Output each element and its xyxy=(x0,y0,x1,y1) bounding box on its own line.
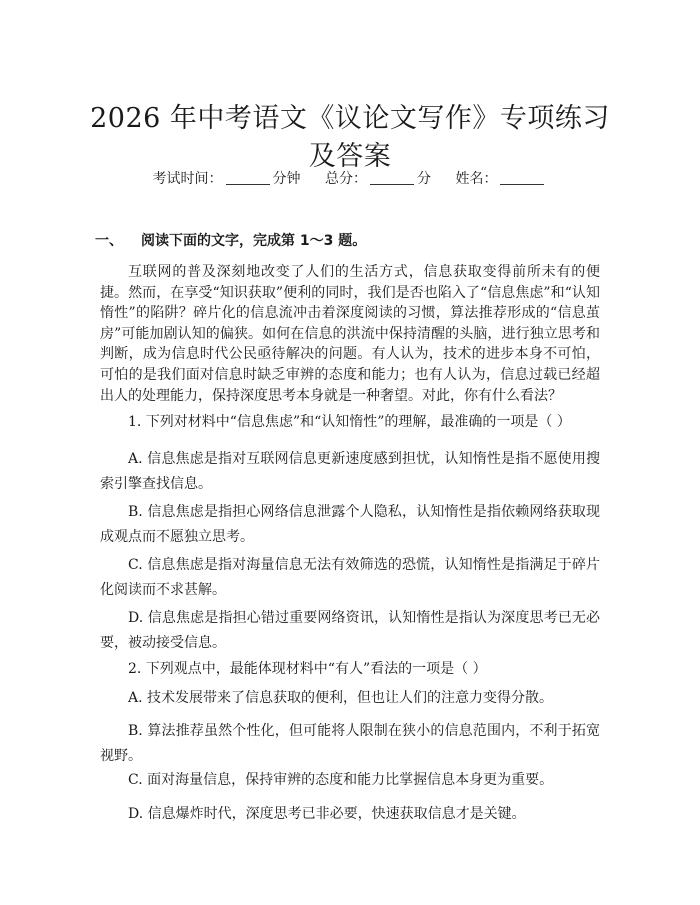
score-unit: 分 xyxy=(417,171,431,187)
score-label: 总分： xyxy=(325,171,367,187)
question-2-option-b: B. 算法推荐虽然个性化，但可能将人限制在狭小的信息范围内，不利于拓宽视野。 xyxy=(100,723,600,764)
question-1-stem: 1. 下列对材料中“信息焦虑”和“认知惰性”的理解，最准确的一项是（ ） xyxy=(128,414,571,430)
section-number: 一、 xyxy=(95,233,123,249)
name-blank xyxy=(500,184,544,185)
score-field xyxy=(325,171,431,187)
question-1-option-c: C. 信息焦虑是指对海量信息无法有效筛选的恐慌，认知惰性是指满足于碎片化阅读而不求甚解。 xyxy=(100,557,600,598)
exam-time-field xyxy=(153,171,301,187)
question-2-stem: 2. 下列观点中，最能体现材料中“有人”看法的一项是（ ） xyxy=(128,661,487,677)
section-instruction: 阅读下面的文字，完成第 1～3 题。 xyxy=(141,233,367,249)
question-2-option-c: C. 面对海量信息，保持审辨的态度和能力比掌握信息本身更为重要。 xyxy=(128,772,554,788)
exam-info-line xyxy=(0,168,700,188)
question-1-option-d: D. 信息焦虑是指担心错过重要网络资讯，认知惰性是指认为深度思考已无必要，被动接受信息。 xyxy=(100,610,600,651)
question-2-option-d: D. 信息爆炸时代，深度思考已非必要，快速获取信息才是关键。 xyxy=(128,806,526,822)
section-heading xyxy=(95,230,366,250)
page-title: 2026 年中考语文《议论文写作》专项练习及答案 xyxy=(90,103,610,173)
exam-time-blank xyxy=(226,184,270,185)
score-blank xyxy=(370,184,414,185)
question-1-option-a: A. 信息焦虑是指对互联网信息更新速度感到担忧，认知惰性是指不愿使用搜索引擎查找信息。 xyxy=(100,451,600,492)
question-1-option-b: B. 信息焦虑是指担心网络信息泄露个人隐私，认知惰性是指依赖网络获取现成观点而不愿独立思考。 xyxy=(100,504,600,545)
exam-time-label: 考试时间： xyxy=(152,171,223,187)
exam-time-unit: 分钟 xyxy=(272,171,301,187)
question-2-option-a: A. 技术发展带来了信息获取的便利，但也让人们的注意力变得分散。 xyxy=(128,690,554,706)
name-field xyxy=(455,171,547,187)
reading-passage: 互联网的普及深刻地改变了人们的生活方式，信息获取变得前所未有的便捷。然而，在享受“知识获取”便利的同时，我们是否也陷入了“信息焦虑”和“认知惰性”的陷阱？碎片化的信息流冲击着深度阅读的习惯，算法推荐形成的“信息茧房”可能加剧认知的偏狭。如何在信息的洪流中保持清醒的头脑，进行独立思考和判断，成为信息时代公民亟待解决的问题。有人认为，技术的进步本身不可怕，可怕的是我们面对信息时缺乏审辨的态度和能力；也有人认为，信息过载已经超出人的处理能力，保持深度思考本身就是一种奢望。对此，你有什么看法？ xyxy=(100,264,600,404)
name-label: 姓名： xyxy=(455,171,498,187)
